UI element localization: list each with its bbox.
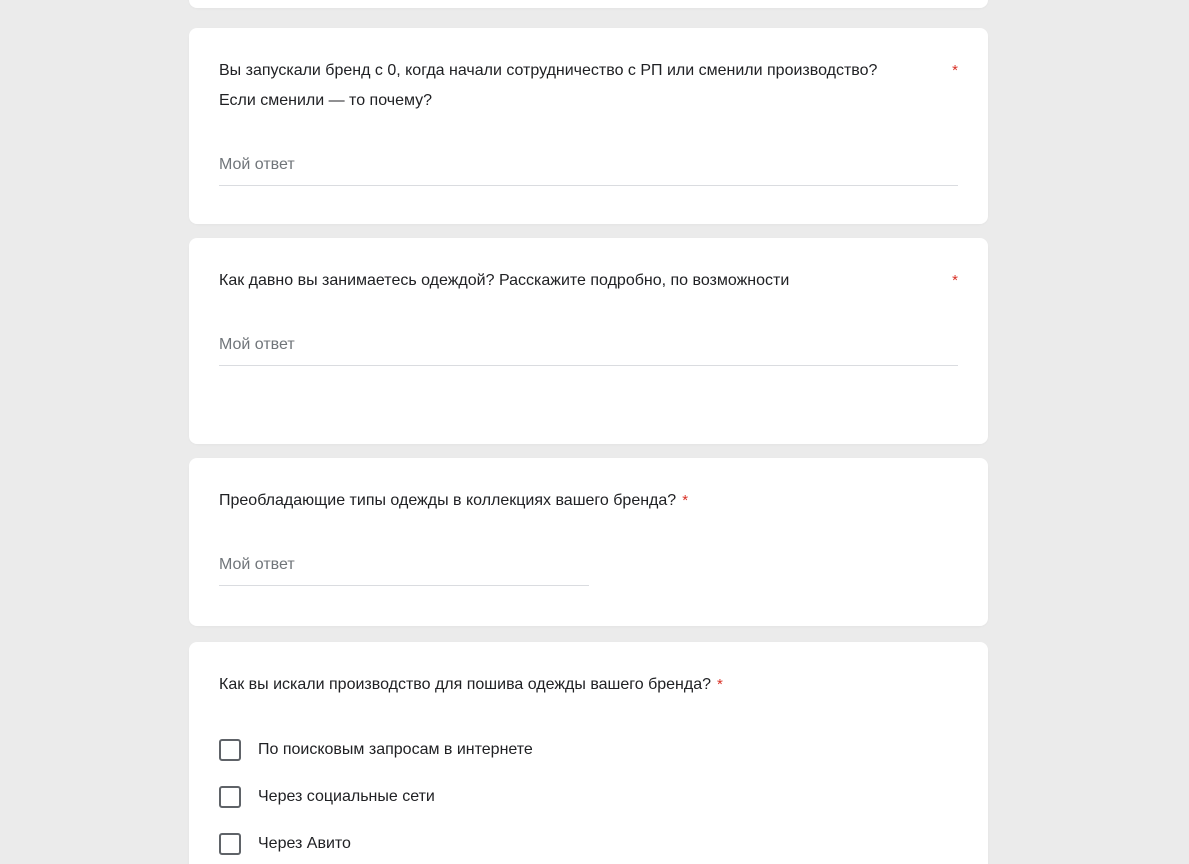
option-label: Через социальные сети [258, 787, 435, 805]
answer-input[interactable] [219, 333, 958, 366]
required-asterisk: * [952, 62, 958, 79]
checkbox-icon[interactable] [219, 739, 241, 761]
question-title-row [219, 670, 958, 700]
option-label: По поисковым запросам в интернете [258, 740, 533, 758]
question-title-row [219, 266, 958, 296]
question-card-3 [189, 458, 988, 626]
checkbox-icon[interactable] [219, 833, 241, 855]
required-asterisk: * [717, 676, 723, 693]
question-title-row [219, 56, 958, 116]
checkbox-icon[interactable] [219, 786, 241, 808]
question-card-2 [189, 238, 988, 444]
question-title: Вы запускали бренд с 0, когда начали сотрудничество с РП или сменили производство? Если сменили — то почему? [219, 62, 878, 109]
question-card-1 [189, 28, 988, 224]
required-asterisk: * [682, 492, 689, 509]
question-title: Как давно вы занимаетесь одеждой? Расскажите подробно, по возможности [219, 272, 790, 289]
answer-input[interactable] [219, 553, 589, 586]
question-title-row [219, 486, 958, 516]
option-label: Через Авито [258, 834, 351, 852]
question-title: Как вы искали производство для пошива одежды вашего бренда? [219, 676, 712, 693]
answer-input[interactable] [219, 153, 958, 186]
question-card-partial [189, 0, 988, 8]
required-asterisk: * [952, 272, 958, 289]
form-column [189, 0, 988, 864]
checkbox-option-1[interactable] [219, 726, 958, 773]
question-title: Преобладающие типы одежды в коллекциях вашего бренда? [219, 492, 677, 509]
question-card-4 [189, 642, 988, 864]
checkbox-options-list [219, 726, 958, 864]
checkbox-option-3[interactable] [219, 820, 958, 864]
checkbox-option-2[interactable] [219, 773, 958, 820]
